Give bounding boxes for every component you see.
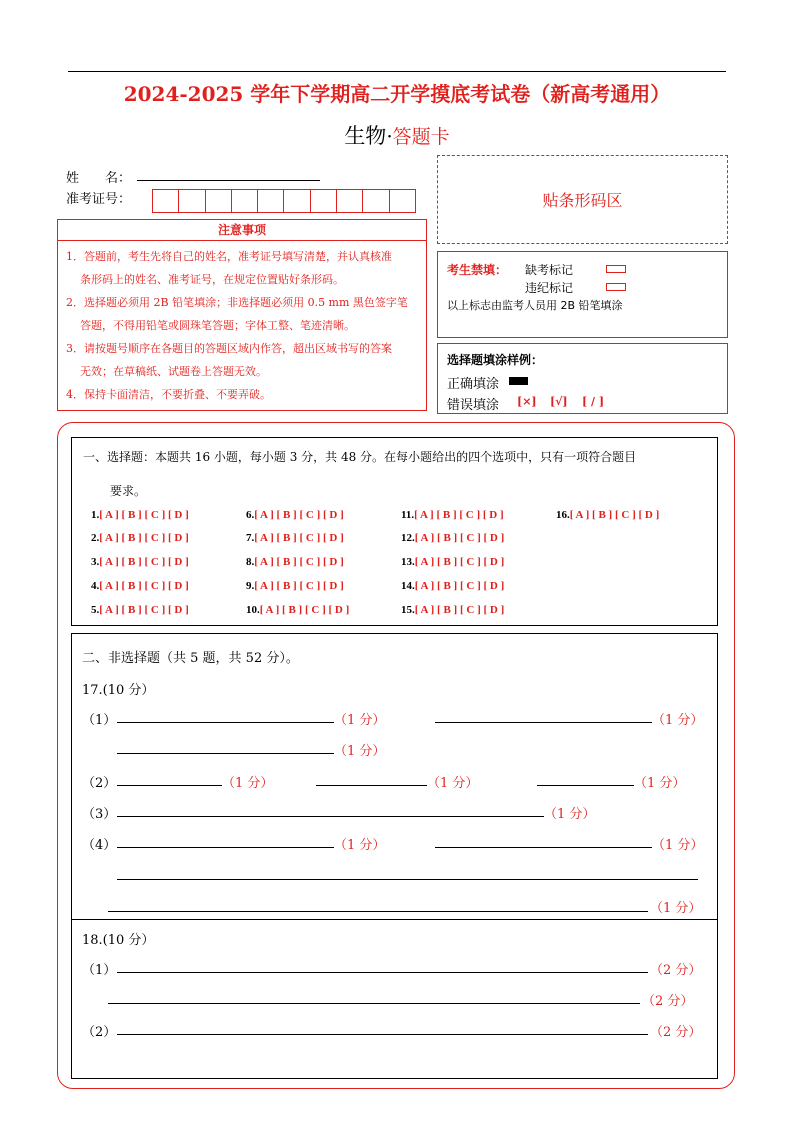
notice-item: 2．选择题必须用 2B 铅笔填涂；非选择题必须用 0.5 mm 黑色签字笔	[66, 296, 408, 309]
q17-part2-points-c: （1 分）	[634, 776, 686, 791]
q17-part4-points-d: （1 分）	[650, 901, 702, 916]
id-box[interactable]	[232, 189, 258, 213]
q-number: 14.	[401, 580, 415, 592]
violation-label: 违纪标记	[525, 281, 574, 295]
q17-part1-blank-a[interactable]	[117, 722, 334, 723]
notice-item: 条形码上的姓名、准考证号，在规定位置贴好条形码。	[80, 273, 344, 286]
correct-fill-mark	[509, 377, 528, 385]
notice-item: 答题，不得用铅笔或圆珠笔答题；字体工整、笔迹清晰。	[80, 319, 355, 332]
notice-item: 无效；在草稿纸、试题卷上答题无效。	[80, 365, 267, 378]
q17-part4-blank-c[interactable]	[117, 879, 698, 880]
choice-q16[interactable]	[556, 509, 659, 521]
id-label: 准考证号：	[66, 192, 132, 207]
notice-header	[57, 219, 427, 241]
q17-title: 17.(10 分）	[82, 683, 155, 698]
subject-heading	[0, 120, 794, 150]
title-dot: ·	[386, 124, 393, 148]
q-options[interactable]: [ A ] [ B ] [ C ] [ D ]	[414, 532, 505, 544]
wrong-fill-label: 错误填涂	[447, 398, 500, 413]
q-options[interactable]: [ A ] [ B ] [ C ] [ D ]	[99, 509, 189, 521]
forbidden-note: 以上标志由监考人员用 2B 铅笔填涂	[447, 299, 623, 312]
q-number: 6.	[246, 509, 255, 521]
q-number: 15.	[401, 604, 415, 616]
choice-q14[interactable]	[401, 580, 504, 592]
wrong-mark-slash: [ / ]	[582, 395, 605, 408]
choice-q7[interactable]	[246, 532, 344, 544]
q17-part1-points-c: （1 分）	[334, 744, 386, 759]
notice-box	[57, 240, 427, 411]
q-options[interactable]: [ A ] [ B ] [ C ] [ D ]	[254, 532, 344, 544]
choice-q5[interactable]	[91, 604, 189, 616]
barcode-label: 贴条形码区	[542, 191, 623, 210]
q17-q18-divider	[71, 919, 718, 920]
fill-example-title: 选择题填涂样例：	[447, 353, 544, 367]
choice-q13[interactable]	[401, 556, 504, 568]
choice-q9[interactable]	[246, 580, 344, 592]
id-box[interactable]	[258, 189, 284, 213]
choice-q12[interactable]	[401, 532, 504, 544]
q-number: 13.	[401, 556, 415, 568]
q17-part2-blank-c[interactable]	[537, 785, 634, 786]
choice-q4[interactable]	[91, 580, 189, 592]
notice-item: 4．保持卡面清洁，不要折叠、不要弄破。	[66, 388, 271, 401]
choice-q3[interactable]	[91, 556, 189, 568]
choice-q10[interactable]	[246, 604, 349, 616]
q-options[interactable]: [ A ] [ B ] [ C ] [ D ]	[569, 509, 660, 521]
exam-title: 2024-2025 学年下学期高二开学摸底考试卷（新高考通用）	[123, 82, 671, 106]
id-box[interactable]	[363, 189, 389, 213]
q18-part2-blank[interactable]	[117, 1034, 648, 1035]
q-number: 3.	[91, 556, 100, 568]
barcode-area	[437, 155, 728, 244]
q18-part1-points-a: （2 分）	[650, 963, 702, 978]
q-number: 10.	[246, 604, 260, 616]
id-boxes[interactable]	[152, 189, 416, 213]
q17-part1-blank-b[interactable]	[435, 722, 652, 723]
q-options[interactable]: [ A ] [ B ] [ C ] [ D ]	[254, 556, 344, 568]
q17-part2-blank-a[interactable]	[117, 785, 222, 786]
q17-part2-label: （2）	[82, 776, 117, 791]
q18-title: 18.(10 分）	[82, 933, 155, 948]
q17-part4-blank-a[interactable]	[117, 847, 334, 848]
violation-checkbox[interactable]	[606, 283, 626, 291]
q-options[interactable]: [ A ] [ B ] [ C ] [ D ]	[414, 604, 505, 616]
q17-part3-blank[interactable]	[117, 816, 544, 817]
q-options[interactable]: [ A ] [ B ] [ C ] [ D ]	[254, 509, 344, 521]
q17-part1-label: （1）	[82, 713, 117, 728]
q17-part4-blank-d[interactable]	[108, 911, 648, 912]
name-label: 姓 名：	[66, 171, 132, 186]
q17-part4-label: （4）	[82, 838, 117, 853]
q-options[interactable]: [ A ] [ B ] [ C ] [ D ]	[414, 580, 505, 592]
q-options[interactable]: [ A ] [ B ] [ C ] [ D ]	[99, 532, 189, 544]
q17-part4-points-b: （1 分）	[652, 838, 704, 853]
section1-title-cont: 要求。	[110, 484, 147, 498]
id-box[interactable]	[206, 189, 232, 213]
id-box[interactable]	[284, 189, 310, 213]
section2-title: 二、非选择题（共 5 题，共 52 分）。	[82, 651, 299, 666]
q18-part1-blank-a[interactable]	[117, 972, 648, 973]
id-box[interactable]	[337, 189, 363, 213]
correct-fill-label: 正确填涂	[447, 377, 500, 392]
q-number: 12.	[401, 532, 415, 544]
q17-part1-points-a: （1 分）	[334, 713, 386, 728]
q17-part3-points: （1 分）	[544, 807, 596, 822]
choice-q15[interactable]	[401, 604, 504, 616]
id-box[interactable]	[311, 189, 337, 213]
q18-part2-label: （2）	[82, 1025, 117, 1040]
q17-part1-points-b: （1 分）	[652, 713, 704, 728]
q-number: 8.	[246, 556, 255, 568]
fill-example-box	[437, 343, 728, 414]
q17-part4-points-a: （1 分）	[334, 838, 386, 853]
notice-item: 1．答题前，考生先将自己的姓名，准考证号填写清楚，并认真核准	[66, 250, 392, 263]
q-options[interactable]: [ A ] [ B ] [ C ] [ D ]	[99, 604, 189, 616]
absent-checkbox[interactable]	[606, 265, 626, 273]
absent-label: 缺考标记	[525, 263, 574, 277]
q17-part3-label: （3）	[82, 807, 117, 822]
card-label: 答题卡	[392, 126, 450, 148]
q-options[interactable]: [ A ] [ B ] [ C ] [ D ]	[254, 580, 344, 592]
choice-q2[interactable]	[91, 532, 189, 544]
q17-part4-blank-b[interactable]	[435, 847, 652, 848]
section1-title: 一、选择题：本题共 16 小题，每小题 3 分，共 48 分。在每小题给出的四个选项中，只有一项符合题目	[83, 450, 637, 464]
q18-part1-label: （1）	[82, 963, 117, 978]
choice-q11[interactable]	[401, 509, 504, 521]
top-rule	[68, 71, 726, 72]
q17-part2-blank-b[interactable]	[316, 785, 427, 786]
forbidden-label: 考生禁填：	[447, 263, 508, 277]
subject-name: 生物	[344, 124, 387, 148]
q-options[interactable]: [ A ] [ B ] [ C ] [ D ]	[414, 556, 505, 568]
choice-q6[interactable]	[246, 509, 344, 521]
q-options[interactable]: [ A ] [ B ] [ C ] [ D ]	[99, 580, 189, 592]
wrong-mark-check: [√]	[550, 395, 568, 408]
q-number: 11.	[401, 509, 415, 521]
q18-part1-blank-b[interactable]	[108, 1003, 640, 1004]
q-number: 1.	[91, 509, 100, 521]
q17-part2-points-b: （1 分）	[427, 776, 479, 791]
q-number: 16.	[556, 509, 570, 521]
q-number: 4.	[91, 580, 100, 592]
name-field[interactable]	[137, 180, 320, 181]
forbidden-box	[437, 251, 728, 338]
id-box[interactable]	[390, 189, 416, 213]
q-options[interactable]: [ A ] [ B ] [ C ] [ D ]	[99, 556, 189, 568]
q-number: 7.	[246, 532, 255, 544]
q17-part1-blank-c[interactable]	[117, 753, 334, 754]
q-options[interactable]: [ A ] [ B ] [ C ] [ D ]	[414, 509, 504, 521]
id-box[interactable]	[152, 189, 179, 213]
q-number: 2.	[91, 532, 100, 544]
q-options[interactable]: [ A ] [ B ] [ C ] [ D ]	[259, 604, 350, 616]
choice-q1[interactable]	[91, 509, 189, 521]
q-number: 9.	[246, 580, 255, 592]
notice-item: 3．请按题号顺序在各题目的答题区域内作答，超出区域书写的答案	[66, 342, 392, 355]
wrong-mark-cross: [×]	[517, 395, 537, 408]
q18-part1-points-b: （2 分）	[642, 994, 694, 1009]
id-box[interactable]	[179, 189, 205, 213]
section2-box	[71, 633, 718, 1079]
q17-part2-points-a: （1 分）	[222, 776, 274, 791]
q-number: 5.	[91, 604, 100, 616]
notice-title: 注意事项	[217, 223, 266, 237]
q18-part2-points: （2 分）	[650, 1025, 702, 1040]
choice-q8[interactable]	[246, 556, 344, 568]
